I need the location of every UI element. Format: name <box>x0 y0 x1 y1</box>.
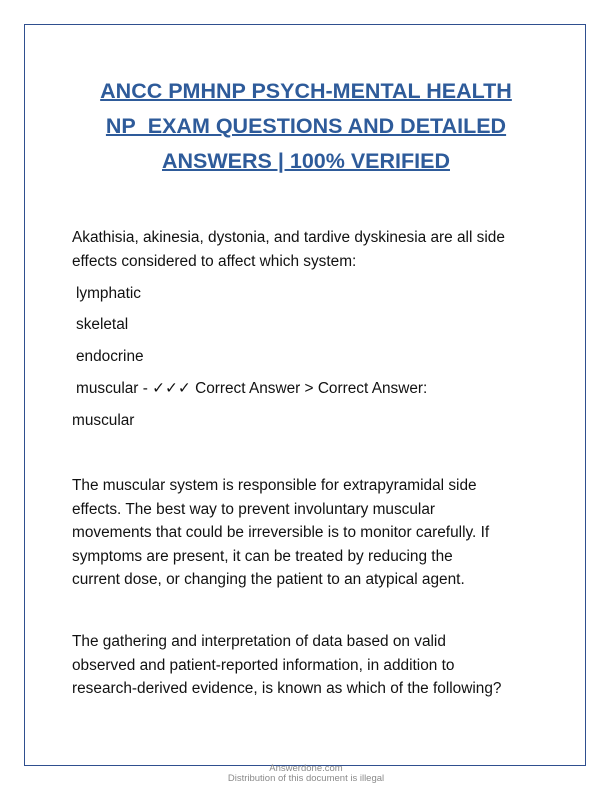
title-line: ANSWERS | 100% VERIFIED <box>162 149 450 173</box>
explanation-line: current dose, or changing the patient to an atypical agent. <box>72 571 465 588</box>
explanation-line: symptoms are present, it can be treated by reducing the <box>72 547 453 565</box>
explanation-line: movements that could be irreversible is to monitor carefully. If <box>72 524 490 541</box>
watermark-site: Answerdone.com <box>269 763 343 774</box>
question-line: Akathisia, akinesia, dystonia, and tardive dyskinesia are all side <box>72 229 505 246</box>
question-line: observed and patient-reported information, in addition to <box>72 656 455 674</box>
watermark-notice: Distribution of this document is illegal <box>227 773 385 784</box>
title-line: ANCC PMHNP PSYCH-MENTAL HEALTH <box>100 79 512 103</box>
document-title <box>60 74 552 179</box>
answer-continuation: muscular <box>72 412 135 429</box>
question-line: research-derived evidence, is known as which of the following? <box>72 680 502 697</box>
option-lymphatic: lymphatic <box>76 285 142 302</box>
question-2-stem <box>72 630 546 701</box>
answer-explanation <box>72 474 546 592</box>
option-muscular-correct: muscular - ✓✓✓ Correct Answer > Correct Answer: <box>76 380 428 397</box>
explanation-line: The muscular system is responsible for extrapyramidal side <box>72 477 477 494</box>
question-line: The gathering and interpretation of data based on valid <box>72 633 446 650</box>
option-skeletal: skeletal <box>76 316 129 333</box>
question-1-stem <box>72 226 542 273</box>
question-line: effects considered to affect which system: <box>72 252 357 270</box>
option-endocrine: endocrine <box>76 348 144 365</box>
explanation-line: effects. The best way to prevent involuntary muscular <box>72 500 436 518</box>
title-line: NP_EXAM QUESTIONS AND DETAILED <box>105 114 507 138</box>
